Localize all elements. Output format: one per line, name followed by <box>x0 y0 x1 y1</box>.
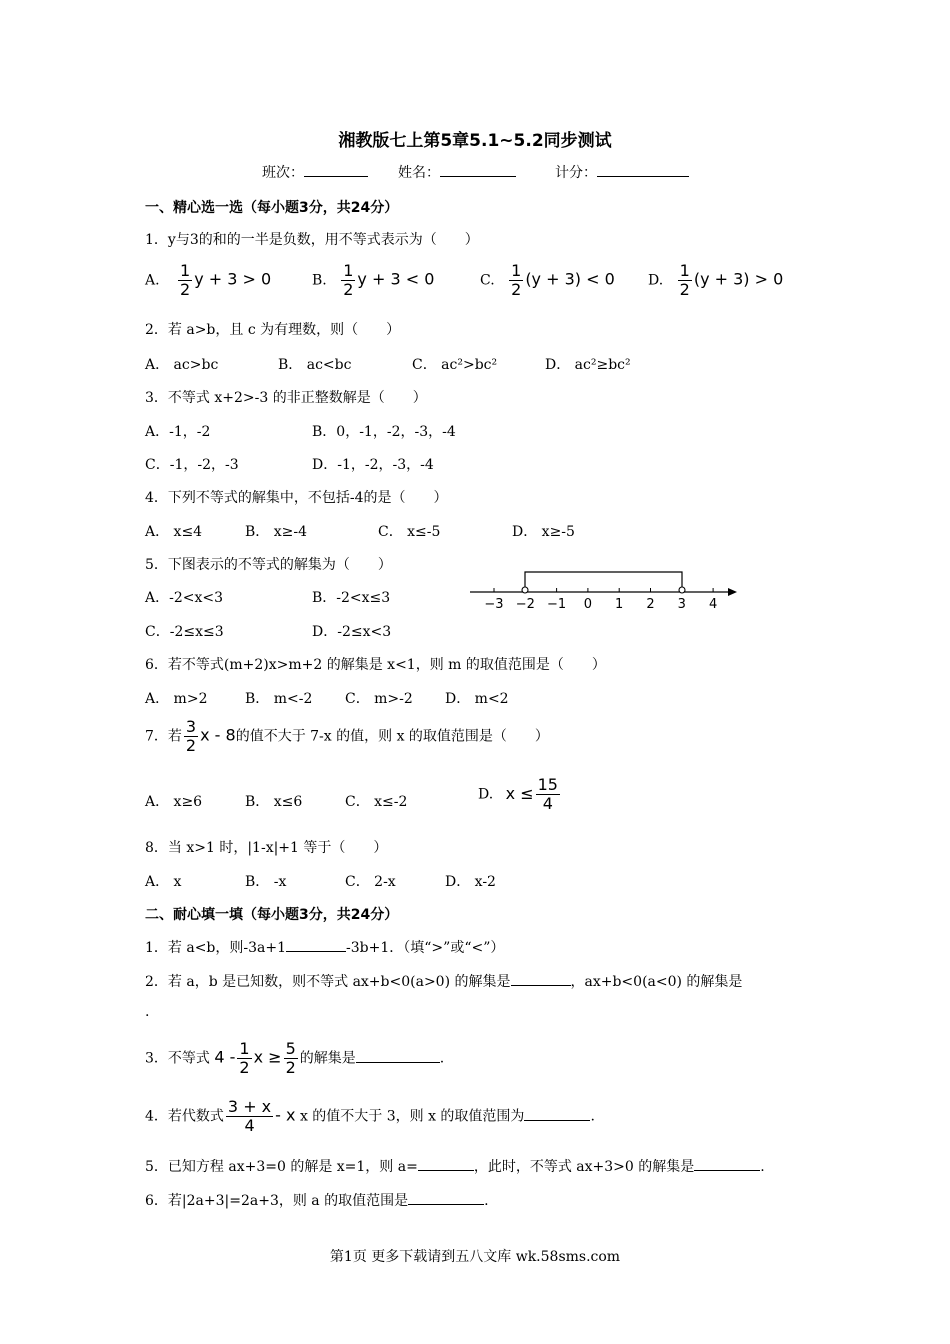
name-label: 姓名： <box>398 165 440 181</box>
number-line-arrow <box>728 588 737 596</box>
q4-option-c: C． x≤-5 <box>378 524 441 540</box>
open-circle-left <box>522 587 528 593</box>
q7-option-d: D. x ≤ $\frac{15}{4}$ <box>478 775 558 813</box>
fill-4: 4．若代数式 $\frac{3 + x}{4}$ - x x 的值不大于 3，则 x 的取值范围为 . <box>145 1097 595 1135</box>
q8-option-c: C． 2-x <box>345 874 396 890</box>
class-field <box>262 162 368 182</box>
q6-option-d: D． m<2 <box>445 691 509 707</box>
q2-option-a: A． ac>bc <box>145 357 219 373</box>
q2-option-b: B． ac<bc <box>278 357 352 373</box>
class-label: 班次： <box>262 165 304 181</box>
axis-tick-label: −2 <box>515 597 535 612</box>
fill-4-blank[interactable] <box>524 1106 590 1121</box>
fill-5: 5．已知方程 ax+3=0 的解是 x=1，则 a= ，此时，不等式 ax+3>0 的解集是 . <box>145 1156 765 1176</box>
q7-option-b: B． x≤6 <box>245 794 303 810</box>
q6-option-b: B． m<-2 <box>245 691 313 707</box>
axis-tick-label: −1 <box>547 597 567 612</box>
question-3: 3．不等式 x+2>-3 的非正整数解是（ ） <box>145 390 427 406</box>
fill-5-blank-2[interactable] <box>694 1156 760 1171</box>
fill-2: 2．若 a，b 是已知数，则不等式 ax+b<0(a>0) 的解集是 ，ax+b<0(a<0) 的解集是 <box>145 971 742 991</box>
q8-option-d: D． x-2 <box>445 874 496 890</box>
question-5: 5．下图表示的不等式的解集为（ ） <box>145 557 392 573</box>
question-6: 6．若不等式(m+2)x>m+2 的解集是 x<1，则 m 的取值范围是（ ） <box>145 657 606 673</box>
axis-tick-label: 3 <box>677 597 686 612</box>
number-line <box>465 564 745 616</box>
q7-option-a: A． x≥6 <box>145 794 203 810</box>
q7-option-c: C． x≤-2 <box>345 794 408 810</box>
q1-option-b: B. $\frac{1}{2}$ y + 3 < 0 <box>312 261 435 299</box>
q5-option-a: A．-2<x<3 <box>145 590 224 606</box>
score-label: 计分： <box>555 165 597 181</box>
question-8: 8．当 x>1 时，|1-x|+1 等于（ ） <box>145 840 388 856</box>
fill-1-blank[interactable] <box>286 937 346 952</box>
axis-tick-label: 0 <box>583 597 593 612</box>
q3-option-d: D．-1，-2，-3，-4 <box>312 457 434 473</box>
question-2: 2．若 a>b，且 c 为有理数，则（ ） <box>145 322 401 338</box>
fill-5-blank-1[interactable] <box>418 1156 474 1171</box>
page-footer: 第1页 更多下载请到五八文库 wk.58sms.com <box>329 1249 621 1265</box>
fill-3-blank[interactable] <box>356 1048 440 1063</box>
axis-tick-label: −3 <box>484 597 504 612</box>
q5-option-d: D．-2≤x<3 <box>312 624 392 640</box>
q2-option-d: D． ac²≥bc² <box>545 357 631 373</box>
q6-option-c: C． m>-2 <box>345 691 413 707</box>
name-field <box>398 162 516 182</box>
fill-3: 3．不等式 4 - $\frac{1}{2}$ x ≥ $\frac{5}{2}$ 的解集是 . <box>145 1039 445 1077</box>
fill-6-blank[interactable] <box>408 1190 484 1205</box>
section1-heading: 一、精心选一选（每小题3分，共24分） <box>145 200 399 216</box>
q4-option-d: D． x≥-5 <box>512 524 575 540</box>
axis-tick-label: 2 <box>646 597 655 612</box>
question-7: 7．若 $\frac{3}{2}$ x - 8的值不大于 7-x 的值，则 x 的取值范围是（ ） <box>145 717 549 755</box>
page-title: 湘教版七上第5章5.1~5.2同步测试 <box>338 131 612 151</box>
fill-2-blank-1[interactable] <box>511 971 571 986</box>
fill-6: 6．若|2a+3|=2a+3，则 a 的取值范围是 . <box>145 1190 489 1210</box>
section2-heading: 二、耐心填一填（每小题3分，共24分） <box>145 907 399 923</box>
question-4: 4．下列不等式的解集中，不包括-4的是（ ） <box>145 490 448 506</box>
q4-option-a: A． x≤4 <box>145 524 203 540</box>
q1-option-d: D. $\frac{1}{2}$ (y + 3) > 0 <box>648 261 784 299</box>
axis-tick-label: 4 <box>708 597 718 612</box>
q5-option-c: C．-2≤x≤3 <box>145 624 224 640</box>
q3-option-b: B．0，-1，-2，-3，-4 <box>312 424 456 440</box>
open-circle-right <box>679 587 685 593</box>
axis-tick-label: 1 <box>615 597 624 612</box>
q3-option-c: C．-1，-2，-3 <box>145 457 239 473</box>
fill-2-continuation: . <box>145 1004 150 1020</box>
q5-option-b: B．-2<x≤3 <box>312 590 391 606</box>
score-field <box>555 162 689 182</box>
q1-option-c: C. $\frac{1}{2}$ (y + 3) < 0 <box>480 261 615 299</box>
q8-option-a: A． x <box>145 874 182 890</box>
q1-option-a: A. $\frac{1}{2}$ y + 3 > 0 <box>145 261 272 299</box>
question-1: 1．y与3的和的一半是负数，用不等式表示为（ ） <box>145 232 479 248</box>
q3-option-a: A．-1，-2 <box>145 424 211 440</box>
q8-option-b: B． -x <box>245 874 287 890</box>
q6-option-a: A． m>2 <box>145 691 208 707</box>
fill-1: 1．若 a<b，则-3a+1 -3b+1．（填“>”或“<”） <box>145 937 504 957</box>
q2-option-c: C． ac²>bc² <box>412 357 498 373</box>
q4-option-b: B． x≥-4 <box>245 524 308 540</box>
solution-bracket <box>525 572 682 588</box>
